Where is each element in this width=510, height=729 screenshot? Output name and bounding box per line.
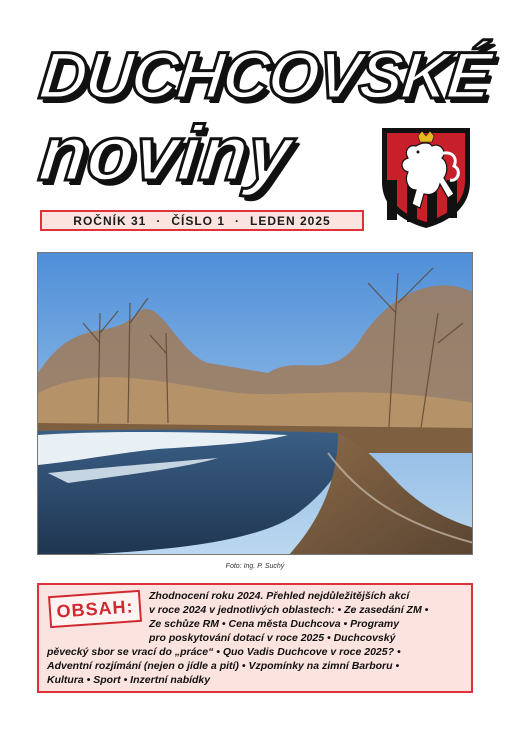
town-coat-of-arms-icon <box>378 124 474 230</box>
contents-line: Adventní rozjímání (nejen o jídle a pití) • Vzpomínky na zimní Barboru • <box>47 660 400 672</box>
issue-separator: · <box>156 213 162 228</box>
photo-credit: Foto: Ing. P. Suchý <box>225 563 285 570</box>
issue-date: LEDEN 2025 <box>250 213 331 228</box>
contents-label: OBSAH: <box>48 590 142 628</box>
issue-info-bar <box>40 210 364 231</box>
contents-line: pro poskytování dotací v roce 2025 • Duchcovský <box>149 632 396 644</box>
masthead-title-line2: noviny <box>35 109 296 197</box>
contents-box <box>37 583 473 693</box>
cover-photo <box>37 252 473 555</box>
issue-separator: · <box>235 213 240 228</box>
masthead-title-line1: DUCHCOVSKÉ <box>36 38 494 112</box>
issue-number: ČÍSLO 1 <box>171 213 225 228</box>
contents-line: pěvecký sbor se vrací do „práce“ • Quo Vadis Duchcove v roce 2025? • <box>47 646 401 658</box>
contents-line: v roce 2024 v jednotlivých oblastech: • Ze zasedání ZM • <box>149 604 429 616</box>
issue-volume: ROČNÍK 31 <box>73 213 147 228</box>
contents-line: Ze schůze RM • Cena města Duchcova • Programy <box>149 618 400 630</box>
contents-line: Kultura • Sport • Inzertní nabídky <box>47 674 211 686</box>
contents-line: Zhodnocení roku 2024. Přehled nejdůležitějších akcí <box>149 590 410 602</box>
